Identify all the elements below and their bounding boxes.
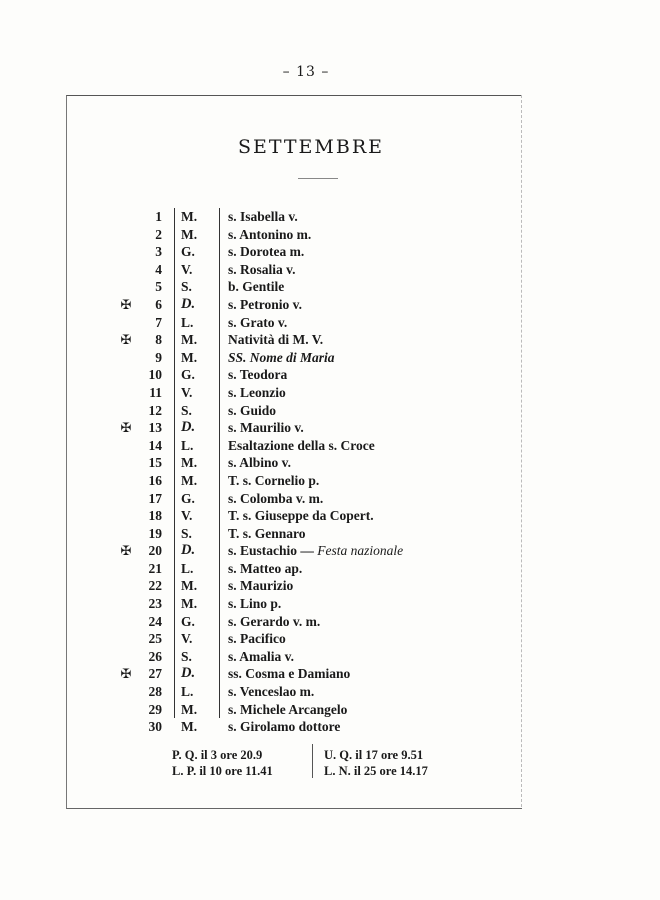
maltese-cross-icon: ✠ (120, 666, 132, 682)
saint-name-text: s. Michele Arcangelo (228, 701, 348, 717)
day-number: 4 (155, 261, 162, 277)
saint-name-text: s. Amalia v. (228, 648, 295, 664)
day-number: 18 (148, 508, 162, 524)
calendar-row (0, 384, 660, 402)
saint-name-text: s. Matteo ap. (228, 560, 303, 576)
saint-name (228, 683, 314, 701)
weekday: M. (181, 226, 198, 242)
saint-name-text: T. s. Gennaro (228, 525, 306, 541)
day-number: 7 (155, 314, 162, 330)
weekday: M. (181, 578, 198, 594)
saint-name (228, 472, 319, 490)
saint-name-text: s. Grato v. (228, 314, 288, 330)
saint-name-text: ss. Cosma e Damiano (228, 666, 351, 682)
calendar-row (0, 331, 660, 349)
day-number: 3 (155, 244, 162, 260)
day-number: 22 (148, 578, 162, 594)
calendar-row (0, 490, 660, 508)
saint-name (228, 314, 287, 332)
saint-name-text: T. s. Giuseppe da Copert. (228, 508, 374, 524)
calendar-row (0, 349, 660, 367)
saint-name-text: Natività di M. V. (228, 332, 324, 348)
calendar-row (0, 542, 660, 560)
calendar-row (0, 648, 660, 666)
calendar-row (0, 665, 660, 683)
saint-name-text: s. Rosalia v. (228, 261, 296, 277)
weekday: S. (181, 525, 192, 541)
day-number: 24 (148, 613, 162, 629)
saint-name-text: s. Maurizio (228, 578, 294, 594)
calendar-row (0, 296, 660, 314)
weekday: S. (181, 648, 192, 664)
saint-name-text: s. Albino v. (228, 455, 292, 471)
weekday: M. (181, 332, 198, 348)
saint-name (228, 613, 320, 631)
weekday: V. (181, 384, 193, 400)
saint-name-text: b. Gentile (228, 279, 285, 295)
page-number: – 13 – (282, 64, 330, 80)
moon-phase-last-quarter: U. Q. il 17 ore 9.51 (324, 748, 424, 762)
day-number: 8 (155, 332, 162, 348)
day-number: 27 (148, 666, 162, 682)
day-number: 21 (148, 560, 162, 576)
maltese-cross-icon: ✠ (120, 332, 132, 348)
day-number: 23 (148, 596, 162, 612)
calendar-row (0, 402, 660, 420)
saint-name (228, 208, 298, 226)
saint-name (228, 278, 284, 296)
moon-separator (312, 744, 313, 778)
calendar-row (0, 718, 660, 736)
saint-name-text: s. Venceslao m. (228, 684, 315, 700)
day-number: 28 (148, 684, 162, 700)
calendar-row (0, 419, 660, 437)
calendar-rows (0, 208, 660, 736)
saint-name (228, 701, 347, 719)
maltese-cross-icon: ✠ (120, 296, 132, 312)
day-number: 30 (148, 719, 162, 735)
calendar-row (0, 208, 660, 226)
calendar-row (0, 454, 660, 472)
saint-name-text: s. Teodora (228, 367, 288, 383)
day-number: 17 (148, 490, 162, 506)
moon-phase-first-quarter: P. Q. il 3 ore 20.9 (172, 748, 263, 762)
calendar-row (0, 314, 660, 332)
day-number: 29 (148, 701, 162, 717)
day-number: 9 (155, 349, 162, 365)
saint-name (228, 542, 403, 560)
day-number: 14 (148, 437, 162, 453)
weekday: L. (181, 314, 194, 330)
day-number: 6 (155, 296, 162, 312)
festa-nazionale-label: Festa nazionale (317, 543, 404, 559)
day-number: 20 (148, 543, 162, 559)
calendar-row (0, 560, 660, 578)
saint-name-text: s. Colomba v. m. (228, 490, 324, 506)
saint-name-text: SS. Nome di Maria (228, 349, 335, 365)
moon-phase-new-moon: L. N. il 25 ore 14.17 (324, 764, 428, 778)
weekday: D. (181, 542, 196, 559)
saint-name-text: s. Gerardo v. m. (228, 613, 321, 629)
weekday: L. (181, 437, 194, 453)
day-number: 19 (148, 525, 162, 541)
saint-name (228, 577, 293, 595)
weekday: L. (181, 560, 194, 576)
saint-name (228, 226, 311, 244)
maltese-cross-icon: ✠ (120, 420, 132, 436)
saint-name (228, 384, 286, 402)
saint-name (228, 648, 294, 666)
calendar-row (0, 278, 660, 296)
day-number: 15 (148, 455, 162, 471)
saint-name-text: s. Maurilio v. (228, 420, 304, 436)
saint-name-text: s. Isabella v. (228, 209, 298, 224)
saint-name-text: s. Guido (228, 402, 277, 418)
calendar-row (0, 683, 660, 701)
saint-name (228, 402, 276, 420)
saint-name (228, 525, 306, 543)
saint-name (228, 560, 302, 578)
day-number: 10 (148, 367, 162, 383)
day-number: 25 (148, 631, 162, 647)
saint-name-text: s. Antonino m. (228, 226, 312, 242)
saint-name (228, 454, 291, 472)
saint-name (228, 437, 375, 455)
saint-name (228, 296, 302, 314)
weekday: S. (181, 279, 192, 295)
weekday: G. (181, 490, 195, 506)
weekday: G. (181, 244, 195, 260)
saint-name (228, 349, 335, 367)
weekday: S. (181, 402, 192, 418)
day-number: 1 (155, 209, 162, 224)
weekday: D. (181, 295, 196, 312)
saint-name (228, 490, 323, 508)
weekday: L. (181, 684, 194, 700)
maltese-cross-icon: ✠ (120, 543, 132, 559)
weekday: G. (181, 367, 195, 383)
weekday: M. (181, 455, 198, 471)
calendar-row (0, 507, 660, 525)
calendar-row (0, 577, 660, 595)
title-rule (298, 178, 338, 179)
saint-name (228, 595, 281, 613)
saint-name-text: s. Pacifico (228, 631, 286, 647)
weekday: V. (181, 631, 193, 647)
saint-name (228, 419, 304, 437)
saint-name (228, 665, 350, 683)
weekday: M. (181, 596, 198, 612)
calendar-row (0, 243, 660, 261)
weekday: V. (181, 261, 193, 277)
saint-name-text: s. Girolamo dottore (228, 719, 341, 735)
day-number: 12 (148, 402, 162, 418)
day-number: 13 (148, 420, 162, 436)
weekday: D. (181, 665, 196, 682)
saint-name (228, 366, 287, 384)
saint-name (228, 718, 340, 736)
weekday: M. (181, 349, 198, 365)
calendar-row (0, 366, 660, 384)
weekday: G. (181, 613, 195, 629)
month-title: SETTEMBRE (237, 136, 385, 158)
calendar-row (0, 595, 660, 613)
calendar-row (0, 437, 660, 455)
weekday: V. (181, 508, 193, 524)
calendar-row (0, 525, 660, 543)
saint-name (228, 261, 296, 279)
calendar-row (0, 630, 660, 648)
saint-name-text: s. Eustachio — (228, 543, 318, 559)
day-number: 11 (149, 384, 162, 400)
day-number: 5 (155, 279, 162, 295)
weekday: M. (181, 472, 198, 488)
day-number: 16 (148, 472, 162, 488)
saint-name (228, 331, 323, 349)
saint-name (228, 630, 286, 648)
day-number: 2 (155, 226, 162, 242)
calendar-row (0, 613, 660, 631)
calendar-row (0, 226, 660, 244)
saint-name-text: s. Leonzio (228, 384, 286, 400)
weekday: M. (181, 701, 198, 717)
weekday: M. (181, 719, 198, 735)
weekday: M. (181, 209, 198, 224)
calendar-row (0, 472, 660, 490)
calendar-row (0, 701, 660, 719)
saint-name-text: T. s. Cornelio p. (228, 472, 320, 488)
saint-name-text: Esaltazione della s. Croce (228, 437, 375, 453)
saint-name-text: s. Petronio v. (228, 296, 302, 312)
weekday: D. (181, 419, 196, 436)
saint-name (228, 507, 374, 525)
moon-phase-full-moon: L. P. il 10 ore 11.41 (172, 764, 273, 778)
saint-name (228, 243, 304, 261)
day-number: 26 (148, 648, 162, 664)
saint-name-text: s. Dorotea m. (228, 244, 305, 260)
calendar-row (0, 261, 660, 279)
saint-name-text: s. Lino p. (228, 596, 282, 612)
